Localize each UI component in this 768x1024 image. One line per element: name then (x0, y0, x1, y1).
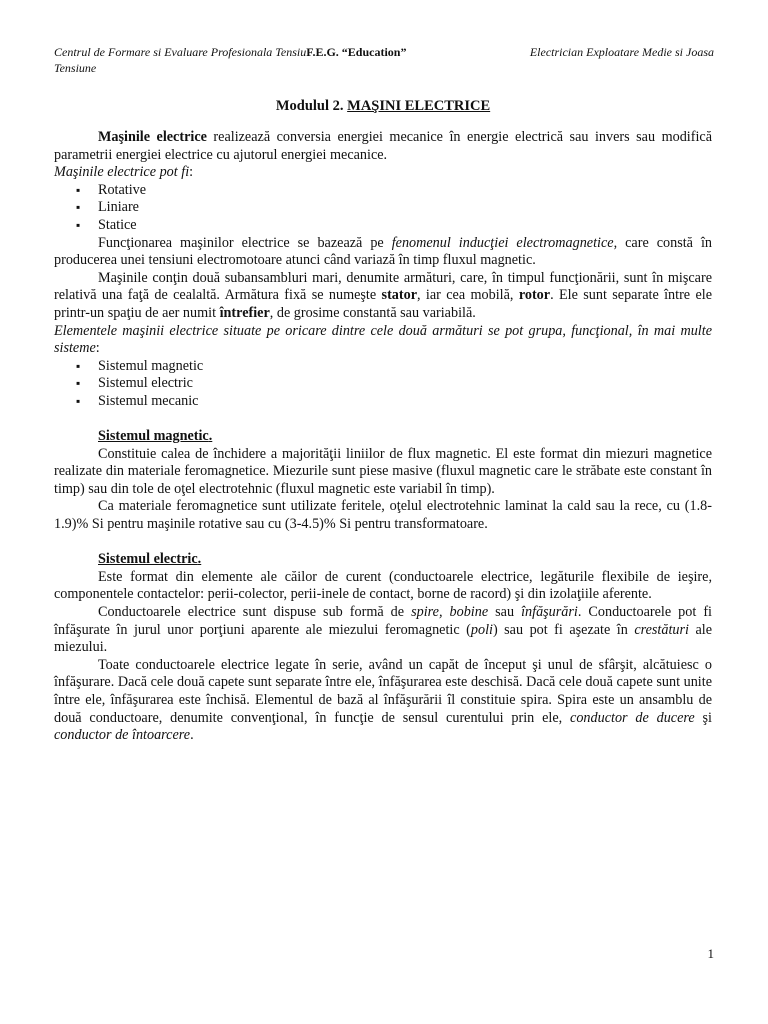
systems-lead: Elementele maşinii electrice situate pe oricare dintre cele două armături se pot grupa, funcţional, în mai multe sisteme: (54, 322, 712, 357)
document-body (54, 97, 712, 745)
header-center: F.E.G. “Education” (306, 45, 407, 59)
module-title-main: MAŞINI ELECTRICE (347, 98, 491, 114)
armatures-paragraph: Maşinile conţin două subansambluri mari, denumite armături, care, în timpul funcţionării, sunt în mişcare relativă una faţă de cealaltă. Armătura fixă se numeşte stator, iar cea mobilă, rotor. Ele sunt separate între ele printr-un spaţiu de aer numit întrefier, de grosime constantă sau variabilă. (54, 269, 713, 321)
machine-types-list (54, 182, 712, 235)
section-heading-magnetic: Sistemul magnetic. (98, 428, 213, 445)
module-title: Modulul 2. MAŞINI ELECTRICE (275, 98, 491, 114)
header-left-line2: Tensiune (54, 61, 97, 75)
page-number: 1 (707, 946, 714, 961)
list-item: ▪ Sistemul electric (98, 375, 712, 393)
list-item: ▪ Sistemul magnetic (98, 358, 712, 376)
induction-paragraph: Funcţionarea maşinilor electrice se bazează pe fenomenul inducţiei electromagnetice, care constă în producerea unei tensiuni electromotoare atunci când variază în timp fluxul magnetic. (54, 234, 712, 269)
systems-list (54, 358, 712, 411)
electric-paragraph-3: Toate conductoarele electrice legate în serie, având un capăt de început şi unul de sfârşit, alcătuiesc o înfăşurare. Dacă cele două capete sunt separate între ele, înfăşurarea este deschisă. Dacă cele două capete sunt unite între ele, înfăşurarea este închisă. Elementul de bază al înfăşurării îl constituie spira. Spira este un ansamblu de două conductoare, denumite convenţional, în funcţie de sensul curentului prin ele, conductor de ducere şi conductor de întoarcere. (54, 656, 713, 744)
list-item: ▪ Statice (98, 217, 712, 235)
page-header (54, 44, 714, 76)
header-right: Electrician Exploatare Medie si Joasa (529, 45, 714, 59)
list-item: ▪ Rotative (98, 182, 712, 200)
electric-paragraph-1: Este format din elemente ale căilor de curent (conductoarele electrice, legăturile flexibile de ieşire, componentele contactelor: perii-colector, perii-inele de contact, borne de racord) şi din izolaţiile aferente. (54, 568, 712, 603)
intro-paragraph: Maşinile electrice realizează conversia energiei mecanice în energie electrică sau invers sau modifică parametrii energiei electrice cu ajutorul energiei mecanice. (54, 129, 712, 163)
magnetic-paragraph-2: Ca materiale feromagnetice sunt utilizate feritele, oţelul electrotehnic laminat la cald sau la rece, cu (1.8-1.9)% Si pentru maşinile rotative sau cu (3-4.5)% Si pentru transformatoare. (54, 498, 712, 533)
list-item: ▪ Liniare (98, 199, 712, 217)
header-left: Centrul de Formare si Evaluare Profesionala TensiuF.E.G. “Education” (54, 45, 407, 59)
types-lead: Maşinile electrice pot fi: (54, 164, 194, 181)
magnetic-paragraph-1: Constituie calea de închidere a majorităţii liniilor de flux magnetic. El este format din miezuri magnetice realizate din materiale feromagnetice. Miezurile sunt piese masive (fluxul magnetic care le străbate este constant în timp) sau din tole de oţel electrotehnic (fluxul magnetic este variabil în timp). (54, 445, 712, 497)
section-heading-electric: Sistemul electric. (98, 551, 202, 568)
electric-paragraph-2: Conductoarele electrice sunt dispuse sub formă de spire, bobine sau înfăşurări. Conductoarele pot fi înfăşurate în jurul unor porţiuni aparente ale miezului feromagnetic (poli) sau pot fi aşezate în crestături ale miezului. (54, 604, 712, 656)
list-item: ▪ Sistemul mecanic (98, 393, 712, 411)
